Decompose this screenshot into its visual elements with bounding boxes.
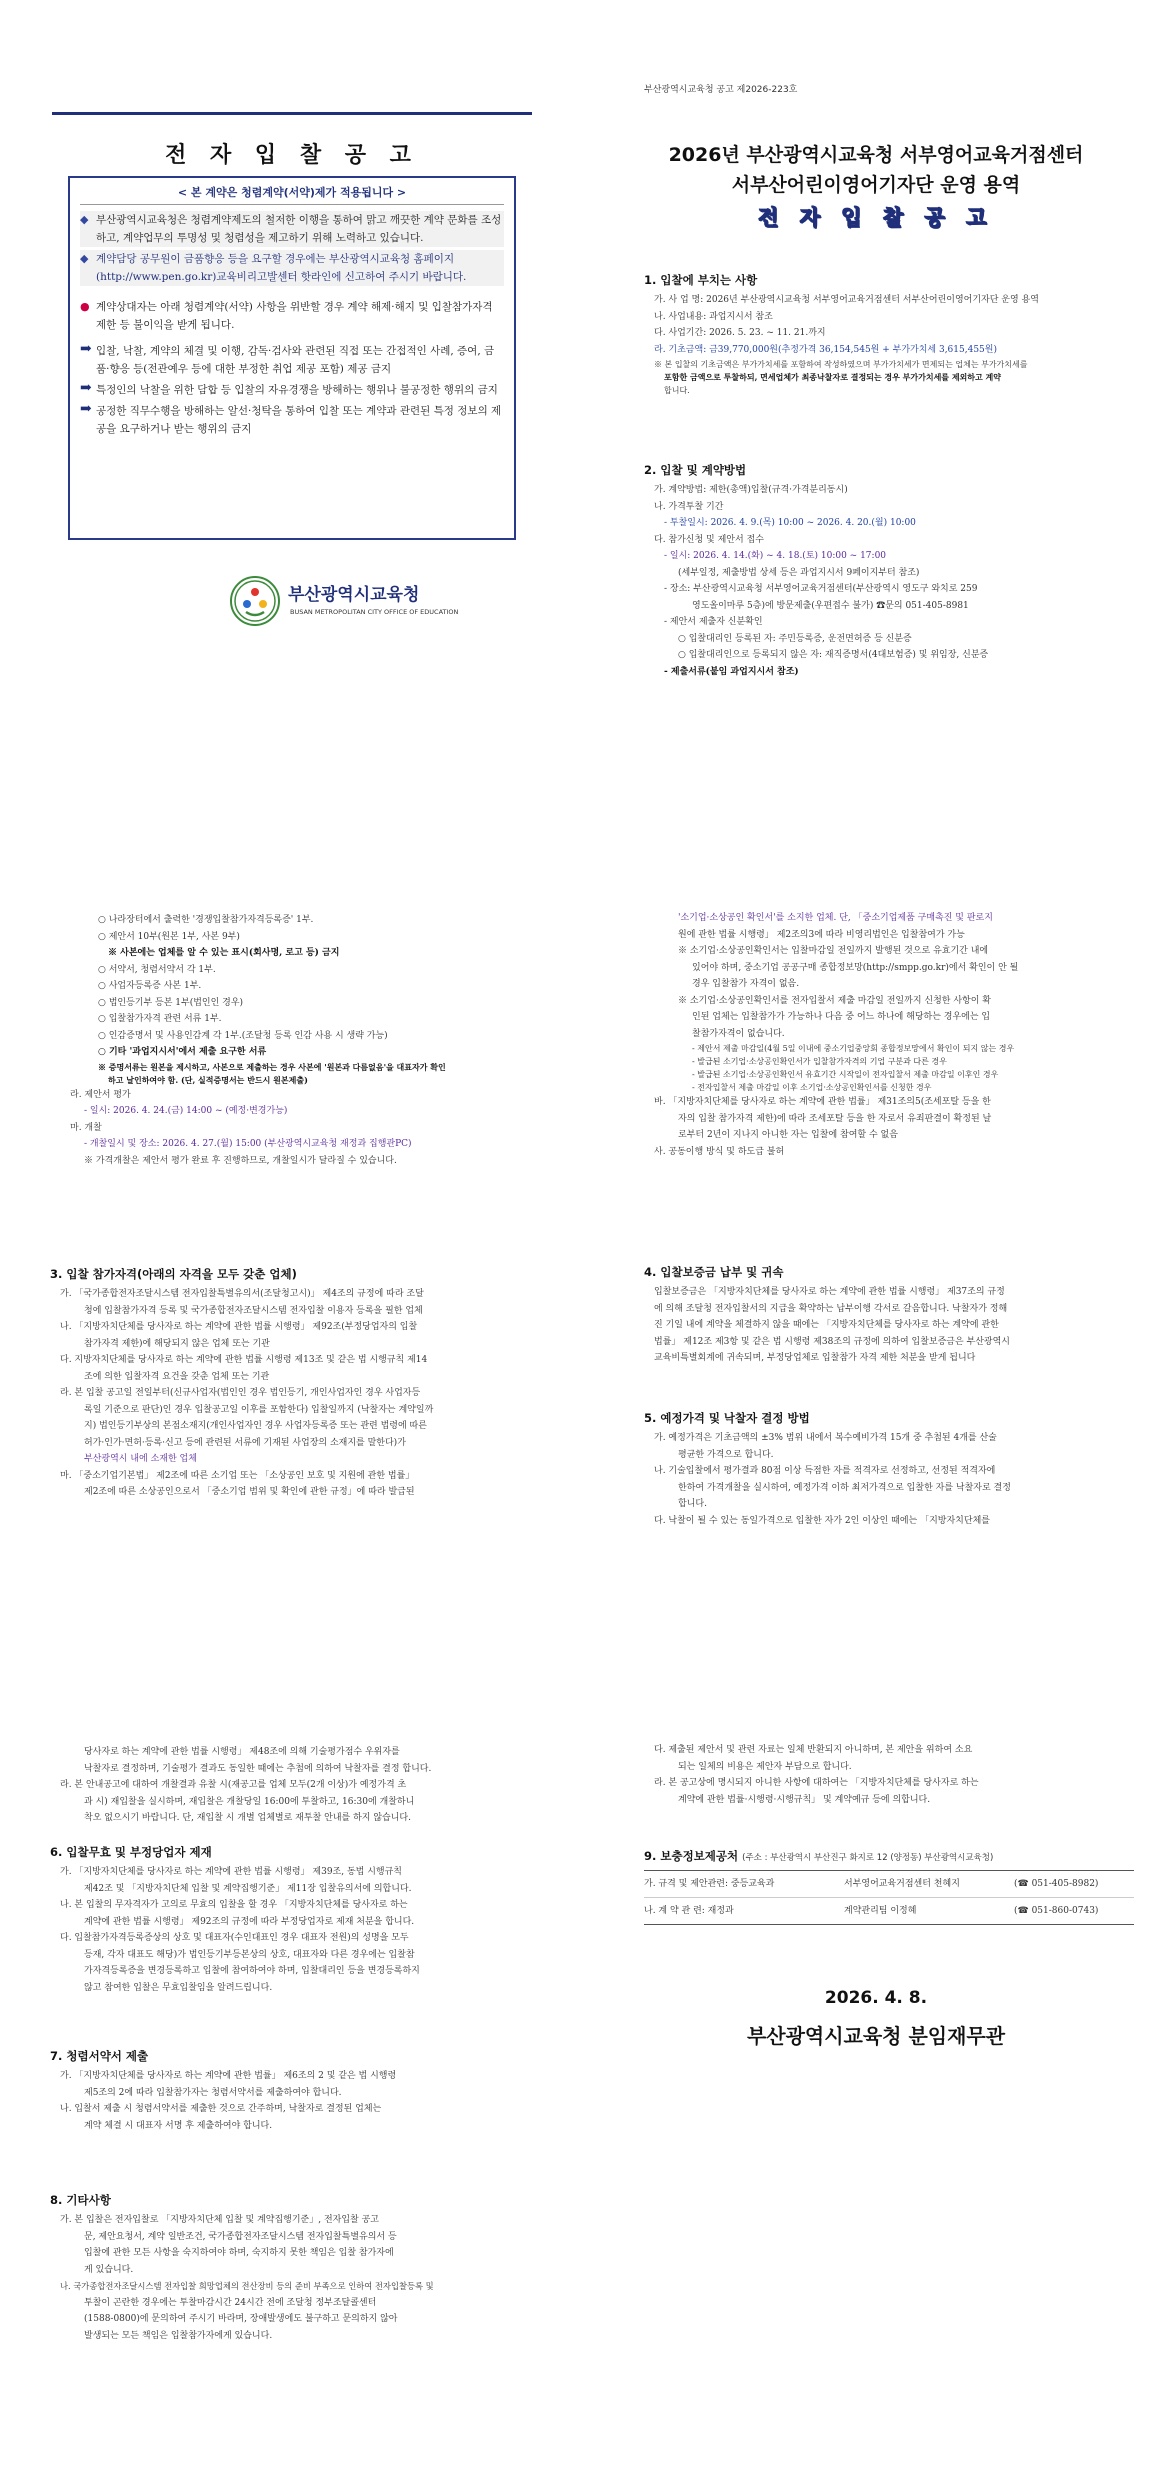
text-line: 가. 「지방자치단체를 당사자로 하는 계약에 관한 법률」 제6조의 2 및 같은 법 시행령 [60, 2071, 397, 2081]
note-line: 합니다. [664, 386, 690, 395]
text-line: ※ 사본에는 업체를 알 수 있는 표시(회사명, 로고 등) 금지 [108, 948, 340, 958]
section-9 [644, 1848, 1134, 1925]
contact-row [644, 1871, 1134, 1897]
text-line: 않고 참여한 입찰은 무효입찰임을 알려드립니다. [84, 1982, 273, 1993]
pledge-rule: ➡ 공정한 직무수행을 방해하는 알선·청탁을 통하여 입찰 또는 계약과 관련된 특정 정보의 제공을 요구하거나 받는 행위의 금지 [80, 401, 502, 435]
section-heading: 3. 입찰 참가자격(아래의 자격을 모두 갖춘 업체) [50, 1267, 297, 1281]
text-line: 투찰이 곤란한 경우에는 투찰마감시간 24시간 전에 조달청 정부조달콜센터 [84, 2297, 377, 2308]
contact-person: 서부영어교육거점센터 천혜지 [844, 1879, 960, 1889]
text-line: 낙찰자로 결정하며, 기술평가 결과도 동일한 때에는 추첨에 의하여 낙찰자를 결정 합니다. [84, 1763, 432, 1774]
note-line: 하고 날인하여야 함. (단, 실적증명서는 반드시 원본제출) [108, 1074, 308, 1085]
office-logo [230, 576, 459, 632]
text-line: - 투찰일시: 2026. 4. 9.(목) 10:00 ~ 2026. 4. 20.(월) 10:00 [664, 518, 916, 528]
section-8-continued [644, 1742, 1134, 1808]
text-line: 가. 「지방자치단체를 당사자로 하는 계약에 관한 법률 시행령」 제39조, 동법 시행규칙 [60, 1867, 402, 1877]
text-line: 부산광역시 내에 소재한 업체 [84, 1454, 197, 1464]
text-line: 있어야 하며, 중소기업 공공구매 종합정보망(http://smpp.go.kr)에서 확인이 안 될 [692, 962, 1019, 973]
text-line: 평균한 가격으로 합니다. [678, 1449, 774, 1460]
text-line: 가. 예정가격은 기초금액의 ±3% 범위 내에서 복수예비가격 15개 중 추첨된 4개를 산술 [654, 1433, 997, 1443]
section-6 [50, 1844, 540, 1996]
text-line: - 제출서류(붙임 과업지시서 참조) [664, 666, 799, 677]
note-line: - 전자입찰서 제출 마감일 이후 소기업·소상공인확인서를 신청한 경우 [692, 1083, 932, 1092]
text-line: - 개찰일시 및 장소: 2026. 4. 27.(월) 15:00 (부산광역시교육청 재정과 집행관PC) [84, 1139, 412, 1149]
text-line: 문, 제안요청서, 계약 일반조건, 국가종합전자조달시스템 전자입찰특별유의서 등 [84, 2231, 397, 2242]
contact-person: 계약관리팀 이정혜 [844, 1906, 917, 1916]
text-line: 가. 본 입찰은 전자입찰로 「지방자치단체 입찰 및 계약집행기준」, 전자입찰 공고 [60, 2215, 379, 2225]
text-line: 지) 법인등기부상의 본점소재지(개인사업자인 경우 사업자등록증 또는 관련 법령에 따른 [84, 1421, 427, 1431]
text-line: ○ 기타 '과업지시서'에서 제출 요구한 서류 [98, 1047, 267, 1057]
pledge-rule: ➡ 특정인의 낙찰을 위한 담합 등 입찰의 자유경쟁을 방해하는 행위나 불공정한 행위의 금지 [80, 380, 498, 396]
text-line: ※ 소기업·소상공인확인서는 입찰마감일 전일까지 발행된 것으로 유효기간 내에 [678, 946, 989, 956]
section-heading: 2. 입찰 및 계약방법 [644, 463, 747, 477]
notice-page-4 [584, 826, 1168, 1652]
text-line: 다. 사업기간: 2026. 5. 23. ~ 11. 21.까지 [654, 328, 826, 338]
text-line: 입찰에 관한 모든 사항을 숙지하여야 하며, 숙지하지 못한 책임은 입찰 참가자에 [84, 2248, 394, 2258]
arrow-icon: ➡ [80, 401, 92, 417]
text-line: - 일시: 2026. 4. 24.(금) 14:00 ~ (예정·변경가능) [84, 1106, 288, 1116]
text-line: - 장소: 부산광역시교육청 서부영어교육거점센터(부산광역시 영도구 와치로 259 [664, 584, 978, 594]
text-line: 에 의해 조달청 전자입찰서의 지급을 확약하는 납부이행 각서로 갈음합니다. 낙찰자가 정해 [654, 1303, 1008, 1314]
document-number: 부산광역시교육청 공고 제2026-223호 [644, 85, 798, 95]
contact-dept: 나. 계 약 관 련: 재정과 [644, 1906, 734, 1916]
text-line: 원에 관한 법률 시행령」 제2조의3에 따라 비영리법인은 입찰참여가 가능 [678, 929, 965, 940]
note-line: - 제안서 제출 마감일(4월 5일 이내에 중소기업중앙회 종합정보망에서 확인이 되지 않는 경우 [692, 1044, 1015, 1053]
arrow-icon: ➡ [80, 341, 92, 357]
pledge-subtitle: < 본 계약은 청렴계약(서약)제가 적용됩니다 > [80, 184, 504, 205]
pledge-bullet: ◆ 계약담당 공무원이 금품향응 등을 요구할 경우에는 부산광역시교육청 홈페이지(http://www.pen.go.kr)교육비리고발센터 핫라인에 신고하여 주시기 바랍니다. [80, 250, 504, 286]
top-divider [52, 112, 532, 115]
section-heading: 7. 청렴서약서 제출 [50, 2049, 149, 2063]
contact-phone: (☎ 051-860-0743) [1014, 1906, 1099, 1916]
section-heading: 8. 기타사항 [50, 2193, 111, 2207]
text-line: 계약에 관한 법률·시행령·시행규칙」 및 계약예규 등에 의합니다. [678, 1794, 931, 1805]
diamond-icon: ◆ [80, 252, 89, 265]
text-line: 바. 「지방자치단체를 당사자로 하는 계약에 관한 법률」 제31조의5(조세포탈 등을 한 [654, 1097, 991, 1107]
text-line: 되는 일체의 비용은 제안자 부담으로 합니다. [678, 1761, 852, 1772]
text-line: 라. 본 입찰 공고일 전일부터(신규사업자(법인인 경우 법인등기, 개인사업자인 경우 사업자등 [60, 1388, 421, 1398]
pledge-rule: ➡ 입찰, 낙찰, 계약의 체결 및 이행, 감독·검사와 관련된 직접 또는 간접적인 사례, 증여, 금품·향응 등(전관예우 등에 대한 부정한 취업 제공 포함) 제공 금지 [80, 341, 495, 375]
text-line: 제2조에 따른 소상공인으로서 「중소기업 범위 및 확인에 관한 규정」에 따라 발급된 [84, 1487, 415, 1497]
notice-heading-line3: 전 자 입 찰 공 고 [758, 206, 994, 230]
text-line: (세부일정, 제출방법 상세 등은 과업지시서 9페이지부터 참조) [678, 567, 920, 578]
section-heading: 6. 입찰무효 및 부정당업자 제재 [50, 1845, 212, 1859]
text-line: 다. 참가신청 및 제안서 접수 [654, 534, 764, 545]
text-line: ○ 서약서, 청렴서약서 각 1부. [98, 964, 216, 975]
notice-title-page [584, 0, 1168, 826]
text-line: 영도올이마루 5층)에 방문제출(우편접수 불가) ☎문의 051-405-8981 [692, 600, 969, 611]
notice-date: 2026. 4. 8. [824, 1988, 928, 2008]
text-line: 록일 기준으로 판단)인 경우 입찰공고일 이후를 포함한다) 입찰일까지 (낙찰자는 계약일까 [84, 1404, 434, 1415]
text-line: ○ 입찰대리인으로 등록되지 않은 자: 재직증명서(4대보험증) 및 위임장, 신분증 [678, 650, 989, 660]
pledge-bullet: ◆ 부산광역시교육청은 청렴계약제도의 철저한 이행을 통하여 맑고 깨끗한 계약 문화를 조성하고, 계약업무의 투명성 및 청렴성을 제고하기 위해 노력하고 있습니다. [80, 211, 504, 247]
text-line: ○ 사업자등록증 사본 1부. [98, 981, 202, 991]
section-5-continued [50, 1744, 540, 1827]
arrow-icon: ➡ [80, 380, 92, 396]
text-line: 참가자격 제한)에 해당되지 않은 업체 또는 기관 [84, 1338, 270, 1349]
text-line: 경우 입찰참가 자격이 없음. [692, 979, 800, 989]
text-line: 라. 기초금액: 금39,770,000원(추정가격 36,154,545원 + 부가가치세 3,615,455원) [654, 344, 997, 355]
text-line: 제42조 및 「지방자치단체 입찰 및 계약집행기준」 제11장 입찰유의서에 의합니다. [84, 1883, 412, 1894]
section-heading: 5. 예정가격 및 낙찰자 결정 방법 [644, 1411, 810, 1425]
text-line: 교육비특별회계에 귀속되며, 부정당업체로 입찰참가 자격 제한 처분을 받게 됩니다 [654, 1353, 976, 1363]
section-7 [50, 2048, 540, 2134]
text-line: 인된 업체는 입찰참가가 가능하나 다음 중 어느 하나에 해당하는 경우에는 입 [692, 1012, 991, 1022]
text-line: 게 있습니다. [84, 2264, 134, 2275]
text-line: 입찰보증금은 「지방자치단체를 당사자로 하는 계약에 관한 법률 시행령」 제37조의 규정 [654, 1287, 1005, 1297]
text-line: 청에 입찰참가자격 등록 및 국가종합전자조달시스템 전자입찰 이용자 등록을 필한 업체 [84, 1305, 423, 1316]
text-line: 당사자로 하는 계약에 관한 법률 시행령」 제48조에 의해 기술평가점수 우위자를 [84, 1747, 400, 1757]
section-heading: 4. 입찰보증금 납부 및 귀속 [644, 1265, 784, 1279]
text-line: 계약에 관한 법률 시행령」 제92조의 규정에 따라 부정당업자로 제재 처분을 합니다. [84, 1916, 415, 1927]
text-line: 진 기일 내에 계약을 체결하지 않을 때에는 「지방자치단체를 당사자로 하는 계약에 관한 [654, 1320, 999, 1330]
text-line: 가. 사 업 명: 2026년 부산광역시교육청 서부영어교육거점센터 서부산어린이영어기자단 운영 용역 [654, 295, 1039, 305]
text-line: 다. 입찰참가자격등록증상의 상호 및 대표자(수인대표인 경우 대표자 전원)의 성명을 모두 [60, 1933, 409, 1943]
text-line: 라. 본 공고상에 명시되지 아니한 사항에 대하여는 「지방자치단체를 당사자로 하는 [654, 1778, 979, 1788]
text-line: ○ 입찰참가자격 관련 서류 1부. [98, 1014, 222, 1024]
text-line: 자의 입찰 참가자격 제한)에 따라 조세포탈 등을 한 자로서 유죄판결이 확정된 날 [678, 1113, 992, 1124]
section-3-continued [644, 910, 1134, 1160]
notice-heading-line2: 서부산어린이영어기자단 운영 용역 [731, 174, 1021, 196]
text-line: 나. 사업내용: 과업지시서 참조 [654, 311, 773, 322]
text-line: ○ 나라장터에서 출력한 '경쟁입찰참가자격등록증' 1부. [98, 915, 314, 925]
text-line: 허가·인가·면허·등록·신고 등에 관련된 서류에 기재된 사업장의 소재지를 말한다)가 [84, 1437, 406, 1448]
text-line: 나. 기술입찰에서 평가결과 80점 이상 득점한 자를 적격자로 선정하고, 선정된 적격자에 [654, 1466, 996, 1476]
contact-table [644, 1870, 1134, 1925]
text-line: 나. 국가종합전자조달시스템 전자입찰 희망업체의 전산장비 등의 준비 부족으로 인하여 전자입찰등록 및 [60, 2281, 434, 2291]
note-line: ※ 증명서류는 원본을 제시하고, 사본으로 제출하는 경우 사본에 '원본과 다름없음'을 대표자가 확인 [98, 1061, 446, 1072]
text-line: ※ 가격개찰은 제안서 평가 완료 후 진행하므로, 개찰일시가 달라질 수 있습니다. [84, 1155, 397, 1166]
text-line: 나. 본 입찰의 무자격자가 고의로 무효의 입찰을 할 경우 「지방자치단체를 당사자로 하는 [60, 1900, 408, 1910]
logo-english-name: BUSAN METROPOLITAN CITY OFFICE OF EDUCATION [290, 608, 459, 616]
note-line: 포함한 금액으로 투찰하되, 면세업체가 최종낙찰자로 결정되는 경우 부가가치세를 제외하고 계약 [664, 372, 1001, 382]
text-line: 법률」 제12조 제3항 및 같은 법 시행령 제38조의 규정에 의하여 입찰보증금은 부산광역시 [654, 1336, 1011, 1347]
text-line: 사. 공동이행 방식 및 하도급 불허 [654, 1146, 785, 1157]
text-line: ※ 소기업·소상공인확인서를 전자입찰서 제출 마감일 전일까지 신청한 사항이 확 [678, 995, 991, 1006]
text-line: 찰참가자격이 없습니다. [692, 1028, 785, 1039]
text-line: ○ 제안서 10부(원본 1부, 사본 9부) [98, 931, 240, 942]
text-line: 계약 체결 시 대표자 서명 후 제출하여야 합니다. [84, 2120, 273, 2131]
notice-heading-line1: 2026년 부산광역시교육청 서부영어교육거점센터 [668, 144, 1084, 166]
notice-page-5 [0, 1652, 584, 2478]
section-3 [50, 1266, 540, 1501]
text-line: 발생되는 모든 책임은 입찰참가자에게 있습니다. [84, 2330, 273, 2341]
diamond-icon: ◆ [80, 213, 89, 226]
text-line: 마. 「중소기업기본법」 제2조에 따른 소기업 또는 「소상공인 보호 및 지원에 관한 법률」 [60, 1470, 415, 1481]
text-line: 라. 제안서 평가 [70, 1089, 131, 1100]
section-heading: 9. 보충정보제공처 (주소 : 부산광역시 부산진구 화지로 12 (양정동) 부산광역시교육청) [644, 1849, 994, 1863]
section-heading: 1. 입찰에 부치는 사항 [644, 273, 758, 287]
issuer-signature: 부산광역시교육청 분임재무관 [746, 2024, 1006, 2048]
circle-bullet-icon: ● [80, 300, 90, 313]
contact-phone: (☎ 051-405-8982) [1014, 1879, 1099, 1889]
text-line: 착오 없으시기 바랍니다. 단, 재입찰 시 개별 업체별로 재투찰 안내를 하지 않습니다. [84, 1813, 411, 1823]
pledge-bullet: ● 계약상대자는 아래 청렴계약(서약) 사항을 위반할 경우 계약 해제·해지 및 입찰참가자격 제한 등 불이익을 받게 됩니다. [80, 300, 493, 331]
text-line: (1588-0800)에 문의하여 주시기 바라며, 장애발생에도 불구하고 문의하지 않아 [84, 2314, 398, 2324]
contact-dept: 가. 규격 및 제안관련: 중등교육과 [644, 1879, 775, 1889]
text-line: '소기업·소상공인 확인서'를 소지한 업체. 단, 「중소기업제품 구매촉진 및 판로지 [678, 913, 993, 923]
notice-page-3 [0, 826, 584, 1652]
contact-row [644, 1897, 1134, 1924]
text-line: 다. 제출된 제안서 및 관련 자료는 일체 반환되지 아니하며, 본 제안을 위하여 소요 [654, 1745, 973, 1755]
text-line: - 제안서 제출자 신분확인 [664, 617, 763, 627]
text-line: 조에 의한 입찰자격 요건을 갖춘 업체 또는 기관 [84, 1371, 270, 1382]
contact-address: (주소 : 부산광역시 부산진구 화지로 12 (양정동) 부산광역시교육청) [742, 1853, 994, 1863]
text-line: ○ 인감증명서 및 사용인감계 각 1부.(조달청 등록 인감 사용 시 생략 가능) [98, 1030, 388, 1041]
page-title: 전 자 입 찰 공 고 [165, 143, 419, 168]
text-line: 한하여 가격개찰을 실시하여, 예정가격 이하 최저가격으로 입찰한 자를 낙찰자로 결정 [678, 1482, 1011, 1493]
text-line: - 일시: 2026. 4. 14.(화) ~ 4. 18.(토) 10:00 ~ 17:00 [664, 551, 887, 561]
text-line: 합니다. [678, 1499, 707, 1509]
text-line: 나. 「지방자치단체를 당사자로 하는 계약에 관한 법률 시행령」 제92조(부정당업자의 입찰 [60, 1322, 418, 1332]
note-line: ※ 본 입찰의 기초금액은 부가가치세를 포함하여 작성하였으며 부가가치세가 면제되는 업체는 부가가치세를 [654, 360, 1028, 369]
submission-docs [50, 912, 540, 1169]
text-line: ○ 법인등기부 등본 1부(법인인 경우) [98, 997, 244, 1008]
note-line: - 발급된 소기업·소상공인확인서가 입찰참가자격의 기업 구분과 다른 경우 [692, 1057, 947, 1066]
text-line: 가. 계약방법: 제한(총액)입찰(규격·가격분리동시) [654, 485, 848, 495]
emblem-icon [230, 576, 280, 626]
text-line: 가. 「국가종합전자조달시스템 전자입찰특별유의서(조달청고시)」 제4조의 규정에 따라 조달 [60, 1289, 424, 1299]
text-line: 등재, 각자 대표도 해당)가 법인등기부등본상의 상호, 대표자와 다른 경우에는 입찰참 [84, 1949, 415, 1960]
section-8 [50, 2192, 540, 2344]
logo-org-name: 부산광역시교육청 [288, 585, 420, 605]
text-line: 다. 낙찰이 될 수 있는 동일가격으로 입찰한 자가 2인 이상인 때에는 「지방자치단체를 [654, 1515, 990, 1526]
notice-page-6 [584, 1652, 1168, 2478]
text-line: 다. 지방자치단체를 당사자로 하는 계약에 관한 법률 시행령 제13조 및 같은 법 시행규칙 제14 [60, 1355, 428, 1365]
text-line: 마. 개찰 [70, 1122, 102, 1133]
integrity-pledge-box [68, 176, 516, 540]
text-line: 제5조의 2에 따라 입찰참가자는 청렴서약서를 제출하여야 합니다. [84, 2087, 342, 2098]
text-line: ○ 입찰대리인 등록된 자: 주민등록증, 운전면허증 등 신분증 [678, 633, 912, 644]
section-1 [644, 272, 1134, 397]
text-line: 나. 가격투찰 기간 [654, 501, 724, 512]
text-line: 가자격등록증을 변경등록하고 입찰에 참여하여야 하며, 입찰대리인 등을 변경등록하지 [84, 1966, 420, 1976]
notice-cover-page [0, 0, 584, 826]
section-5 [644, 1410, 1134, 1529]
note-line: - 발급된 소기업·소상공인확인서 유효기간 시작일이 전자입찰서 제출 마감일 이후인 경우 [692, 1070, 999, 1079]
section-4 [644, 1264, 1134, 1367]
text-line: 라. 본 안내공고에 대하여 개찰결과 유찰 시(재공고를 업체 모두(2개 이상)가 예정가격 초 [60, 1780, 407, 1790]
section-2 [644, 462, 1134, 680]
text-line: 로부터 2년이 지나지 아니한 자는 입찰에 참여할 수 없음 [678, 1130, 898, 1140]
text-line: 나. 입찰서 제출 시 청렴서약서를 제출한 것으로 간주하며, 낙찰자로 결정된 업체는 [60, 2104, 382, 2114]
text-line: 과 시) 재입찰을 실시하며, 재입찰은 개찰당일 16:00에 투찰하고, 16:30에 개찰하니 [84, 1796, 415, 1807]
